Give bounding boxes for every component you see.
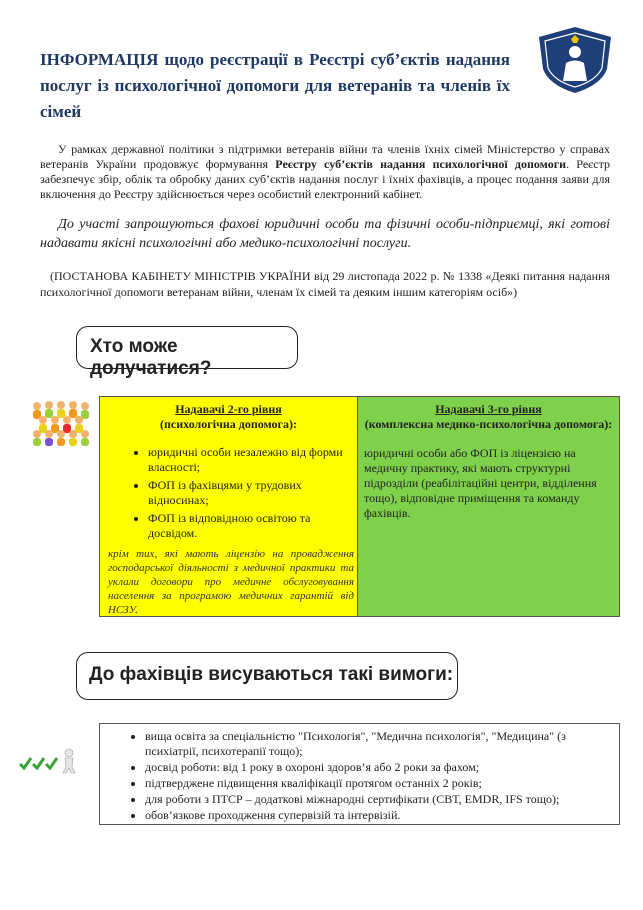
level3-providers-cell bbox=[358, 396, 620, 617]
intro-text-end: . Реєстр забезпечує збір, облік та обробку даних суб’єктів надання послуг і їхніх фахівців, а процес подання заяви для включення до Реєстру здійснюється через особистий електронний кабінет. bbox=[40, 157, 611, 201]
list-item: • юридичні особи незалежно від форми власності; bbox=[148, 445, 357, 475]
intro-text-start: У рамках державної політики з підтримки ветеранів війни та членів їхніх сімей Міністерство у справах ветеранів України продовжує формування bbox=[40, 142, 610, 171]
intro-paragraph bbox=[40, 142, 610, 202]
level2-exception-note: крім тих, які мають ліцензію на провадження господарської діяльності з медичної практики та уклали договори про медичне обслуговування населення за програмою медичних гарантій від НСЗУ. bbox=[108, 548, 354, 616]
level2-title: Надавачі 2-го рівня bbox=[175, 402, 282, 416]
level3-description: юридичні особи або ФОП із ліцензією на медичну практику, які мають структурні підрозділи (реабілітаційні центри, відділення тощо), відповідне приміщення та команду фахівців. bbox=[364, 446, 597, 520]
list-item: • ФОП із фахівцями у трудових відносинах; bbox=[148, 478, 357, 508]
page-title: ІНФОРМАЦІЯ щодо реєстрації в Реєстрі суб’єктів надання послуг із психологічної допомоги для ветеранів та членів їх сімей bbox=[40, 50, 510, 121]
registry-name: Реєстру суб’єктів надання психологічної допомоги bbox=[275, 157, 567, 171]
level3-heading bbox=[358, 402, 619, 432]
level2-subtitle: (психологічна допомога): bbox=[160, 417, 297, 431]
list-item: • для роботи з ПТСР – додаткові міжнародні сертифікати (CBT, EMDR, IFS тощо); bbox=[145, 792, 619, 807]
list-item: • ФОП із відповідною освітою та досвідом. bbox=[148, 511, 357, 541]
ministry-veterans-shield-logo bbox=[535, 25, 615, 95]
requirements-list bbox=[100, 729, 619, 823]
requirements-box bbox=[99, 723, 620, 825]
level3-subtitle: (комплексна медико-психологічна допомога): bbox=[364, 417, 613, 431]
requirements-heading: До фахівців висуваються такі вимоги: bbox=[76, 652, 458, 700]
who-can-join-heading: Хто може долучатися? bbox=[76, 326, 298, 369]
people-group-icon bbox=[27, 398, 97, 446]
level2-providers-cell bbox=[99, 396, 358, 617]
list-item: • вища освіта за спеціальністю "Психологія", "Медична психологія", "Медицина" (з психіатрії, психотерапії тощо); bbox=[145, 729, 619, 759]
level2-heading bbox=[100, 402, 357, 432]
invitation-paragraph: До участі запрошуються фахові юридичні особи та фізичні особи-підприємці, які готові надавати якісні психологічні або медико-психологічні послуги. bbox=[40, 217, 610, 251]
level3-title: Надавачі 3-го рівня bbox=[435, 402, 542, 416]
decree-reference: (ПОСТАНОВА КАБІНЕТУ МІНІСТРІВ УКРАЇНИ від 29 листопада 2022 р. № 1338 «Деякі питання надання психологічної допомоги ветеранам війни, членам їх сімей та деяким іншим категоріям осіб») bbox=[40, 269, 610, 299]
list-item: • досвід роботи: від 1 року в охороні здоров’я або 2 роки за фахом; bbox=[145, 760, 619, 775]
level2-list bbox=[100, 445, 357, 541]
list-item: • підтверджене підвищення кваліфікації протягом останніх 2 років; bbox=[145, 776, 619, 791]
list-item: • обов’язкове проходження супервізій та інтервізій. bbox=[145, 808, 619, 823]
checkmarks-figure-icon bbox=[18, 748, 80, 774]
